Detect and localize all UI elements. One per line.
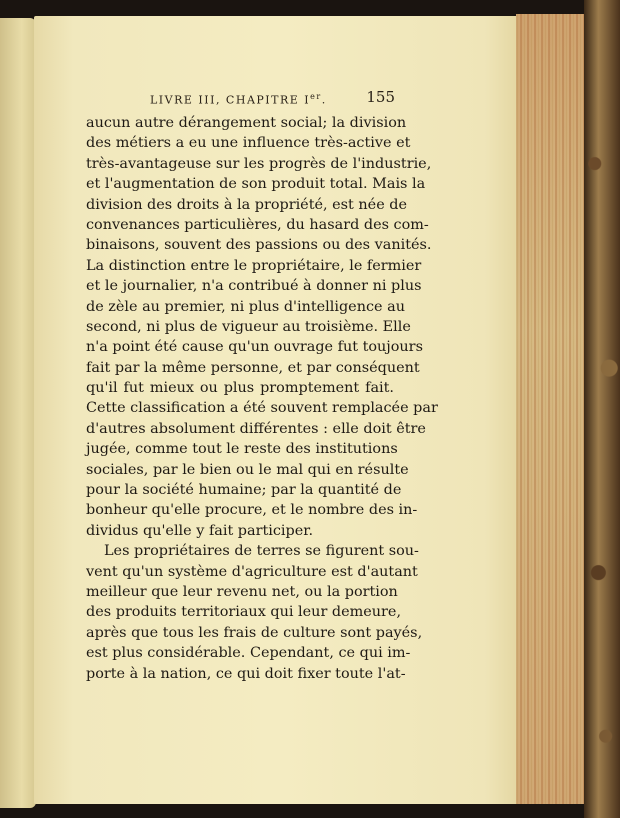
text-line: est plus considérable. Cependant, ce qui im- bbox=[86, 645, 411, 662]
marbled-cover bbox=[584, 0, 620, 818]
text-line: dividus qu'elle y fait participer. bbox=[86, 522, 314, 539]
text-line: convenances particulières, du hasard des com- bbox=[86, 216, 429, 233]
text-line: aucun autre dérangement social; la division bbox=[86, 115, 407, 131]
text-line: n'a point été cause qu'un ouvrage fut toujours bbox=[86, 339, 423, 356]
text-line: La distinction entre le propriétaire, le fermier bbox=[86, 257, 422, 274]
text-line: vent qu'un système d'agriculture est d'autant bbox=[86, 563, 418, 580]
text-line: Cette classification a été souvent remplacée par bbox=[86, 400, 438, 417]
body-text bbox=[86, 113, 438, 684]
text-line: et le journalier, n'a contribué à donner ni plus bbox=[86, 278, 422, 295]
text-line: porte à la nation, ce qui doit fixer toute l'at- bbox=[86, 665, 406, 682]
text-line: sociales, par le bien ou le mal qui en résulte bbox=[86, 461, 409, 478]
text-line: bonheur qu'elle procure, et le nombre des in- bbox=[86, 502, 418, 519]
text-line: second, ni plus de vigueur au troisième. Elle bbox=[86, 318, 411, 335]
header-period: . bbox=[321, 93, 327, 107]
text-line: binaisons, souvent des passions ou des vanités. bbox=[86, 237, 432, 254]
text-line: Les propriétaires de terres se figurent sou- bbox=[104, 543, 419, 560]
chapter-superscript: er bbox=[310, 92, 322, 101]
page-block-edges bbox=[516, 14, 588, 804]
text-line: qu'il fut mieux ou plus promptement fait. bbox=[86, 380, 394, 397]
text-line: des produits territoriaux qui leur demeure, bbox=[86, 604, 402, 621]
page-number: 155 bbox=[366, 88, 395, 106]
running-title: LIVRE III, CHAPITRE I bbox=[150, 93, 311, 107]
text-line: des métiers a eu une influence très-active et bbox=[86, 135, 411, 152]
facing-page-edge bbox=[0, 18, 36, 808]
text-line: après que tous les frais de culture sont payés, bbox=[86, 624, 423, 641]
text-line: de zèle au premier, ni plus d'intelligence au bbox=[86, 298, 405, 315]
text-line: division des droits à la propriété, est née de bbox=[86, 196, 408, 213]
text-line: pour la société humaine; par la quantité de bbox=[86, 482, 402, 499]
text-line: d'autres absolument différentes : elle doit être bbox=[86, 420, 426, 437]
text-line: jugée, comme tout le reste des institutions bbox=[86, 441, 398, 458]
running-header bbox=[150, 88, 395, 107]
text-line: meilleur que leur revenu net, ou la portion bbox=[86, 583, 398, 600]
text-line: fait par la même personne, et par conséquent bbox=[86, 359, 420, 376]
text-line: et l'augmentation de son produit total. Mais la bbox=[86, 176, 426, 193]
text-line: très-avantageuse sur les progrès de l'industrie, bbox=[86, 155, 432, 172]
